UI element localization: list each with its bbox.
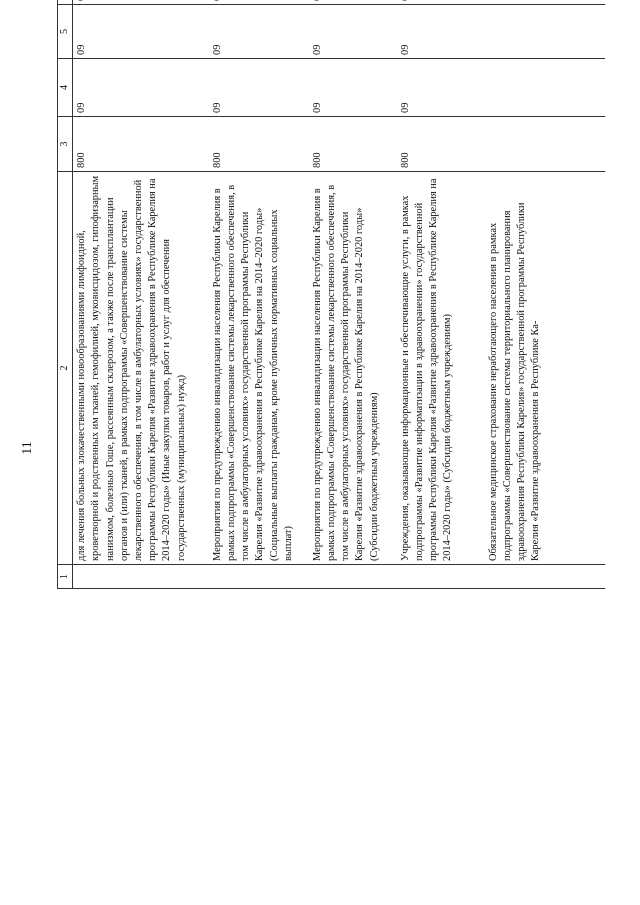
code-cell <box>485 0 605 5</box>
code-cell: 09 <box>209 59 309 117</box>
description-cell: Учреждения, оказывающие информационные и обеспечивающие услуги, в рамках подпрограммы «Развитие информатизации в здравоохранении» государственной программы Республики Карелия «Развитие здравоохранения в Республике Карелия на 2014–2020 годы» (Субсидии бюджетным учреждениям) <box>397 172 485 565</box>
row-number-cell <box>209 565 309 589</box>
code-cell: 800 <box>73 117 209 172</box>
column-header: 5 <box>58 5 73 59</box>
code-cell: 09 <box>397 59 485 117</box>
description-cell: Обязательное медицинское страхование неработающего населения в рамках подпрограммы «Совершенствование системы территориального планирования здравоохранения Республики Карелия» государственной программы Республики Карелия «Развитие здравоохранения в Республике Ка- <box>485 172 605 565</box>
column-header <box>58 0 73 5</box>
code-cell <box>73 0 209 5</box>
code-cell: 09 <box>397 5 485 59</box>
table-row <box>397 0 485 589</box>
column-header: 3 <box>58 117 73 172</box>
code-cell <box>397 0 485 5</box>
table-row <box>73 0 209 589</box>
table-header-row <box>58 0 73 589</box>
code-cell: 800 <box>209 117 309 172</box>
code-cell <box>485 59 605 117</box>
code-cell: 800 <box>309 117 397 172</box>
description-cell: Мероприятия по предупреждению инвалидизации населения Республики Карелия в рамках подпрограммы «Совершенствование системы лекарственного обеспечения, в том числе в амбулаторных условиях» государственной программы Республики Карелия «Развитие здравоохранения в Республике Карелия на 2014–2020 годы» (Субсидии бюджетным учреждениям) <box>309 172 397 565</box>
table-row <box>209 0 309 589</box>
row-number-cell <box>309 565 397 589</box>
code-cell <box>309 0 397 5</box>
code-cell: 09 <box>73 59 209 117</box>
rotated-page <box>57 9 637 888</box>
code-cell <box>485 5 605 59</box>
row-number-cell <box>397 565 485 589</box>
description-cell: Мероприятия по предупреждению инвалидизации населения Республики Карелия в рамках подпрограммы «Совершенствование системы лекарственного обеспечения, в том числе в амбулаторных условиях» государственной программы Республики Карелия «Развитие здравоохранения в Республике Карелия на 2014–2020 годы» (Социальные выплаты гражданам, кроме публичных нормативных социальных выплат) <box>209 172 309 565</box>
row-number-cell <box>73 565 209 589</box>
code-cell: 09 <box>309 59 397 117</box>
code-cell <box>209 0 309 5</box>
code-cell: 800 <box>397 117 485 172</box>
code-cell: 09 <box>209 5 309 59</box>
column-header: 4 <box>58 59 73 117</box>
table-row <box>309 0 397 589</box>
code-cell: 09 <box>73 5 209 59</box>
budget-table <box>57 0 605 589</box>
column-header: 2 <box>58 172 73 565</box>
code-cell <box>485 117 605 172</box>
description-cell: для лечения больных злокачественными новообразованиями лимфоидной, кроветворной и родственных им тканей, гемофилией, муковисцидозом, гипофизарным нанизмом, болезнью Гоше, рассеянным склерозом, а также после трансплантации органов и (или) тканей, в рамках подпрограммы «Совершенствование системы лекарственного обеспечения, в том числе в амбулаторных условиях» государственной программы Республики Карелия «Развитие здравоохранения в Республике Карелия на 2014–2020 годы» (Иные закупки товаров, работ и услуг для обеспечения государственных (муниципальных) нужд) <box>73 172 209 565</box>
page-number: 11 <box>20 441 35 455</box>
code-cell: 09 <box>309 5 397 59</box>
table-row <box>485 0 605 589</box>
column-header: 1 <box>58 565 73 589</box>
row-number-cell <box>485 565 605 589</box>
budget-table-frame <box>57 0 637 589</box>
